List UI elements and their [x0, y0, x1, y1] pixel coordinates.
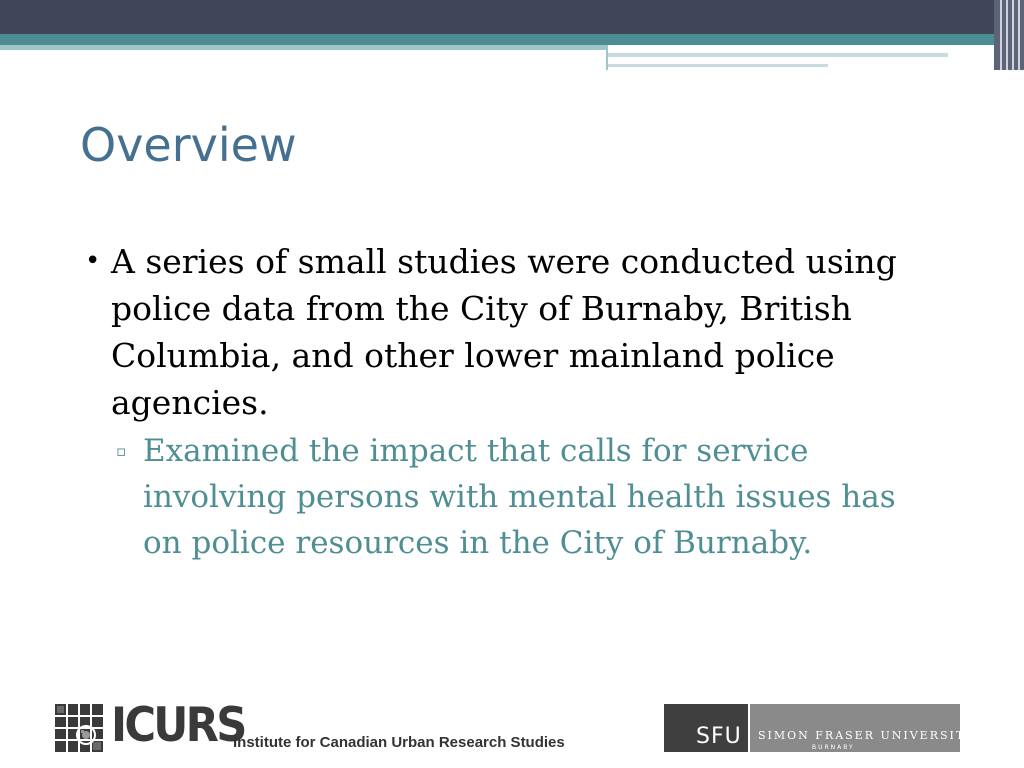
sub-bullet-item [114, 428, 940, 566]
sub-bullet-text: Examined the impact that calls for service involving persons with mental health issues has on police resources in the City of Burnaby. [143, 433, 896, 561]
icurs-wordmark: ICURS [111, 698, 245, 753]
slide-body [80, 238, 940, 566]
sfu-campus: BURNABY [812, 744, 855, 751]
icurs-subtitle: Institute for Canadian Urban Research Studies [233, 734, 565, 751]
header-tab-line [608, 53, 948, 57]
header-dark-band [0, 0, 1024, 34]
bullet-text: A series of small studies were conducted using police data from the City of Burnaby, British Columbia, and other lower mainland police agencies. [111, 242, 897, 422]
bullet-marker: • [85, 246, 101, 276]
header-tab-line [608, 64, 828, 67]
header-right-stripes [994, 0, 1024, 70]
sfu-abbreviation: SFU [696, 724, 742, 749]
bullet-item [80, 238, 940, 426]
icurs-grid-icon [55, 704, 103, 752]
sfu-name: SIMON FRASER UNIVERSITY [758, 729, 975, 742]
slide-title: Overview [80, 118, 297, 172]
header-teal-band [0, 34, 1024, 45]
header-light-band [0, 45, 610, 50]
sfu-divider [748, 704, 750, 752]
sub-bullet-marker: ▫ [116, 442, 127, 460]
sfu-logo [664, 704, 975, 752]
